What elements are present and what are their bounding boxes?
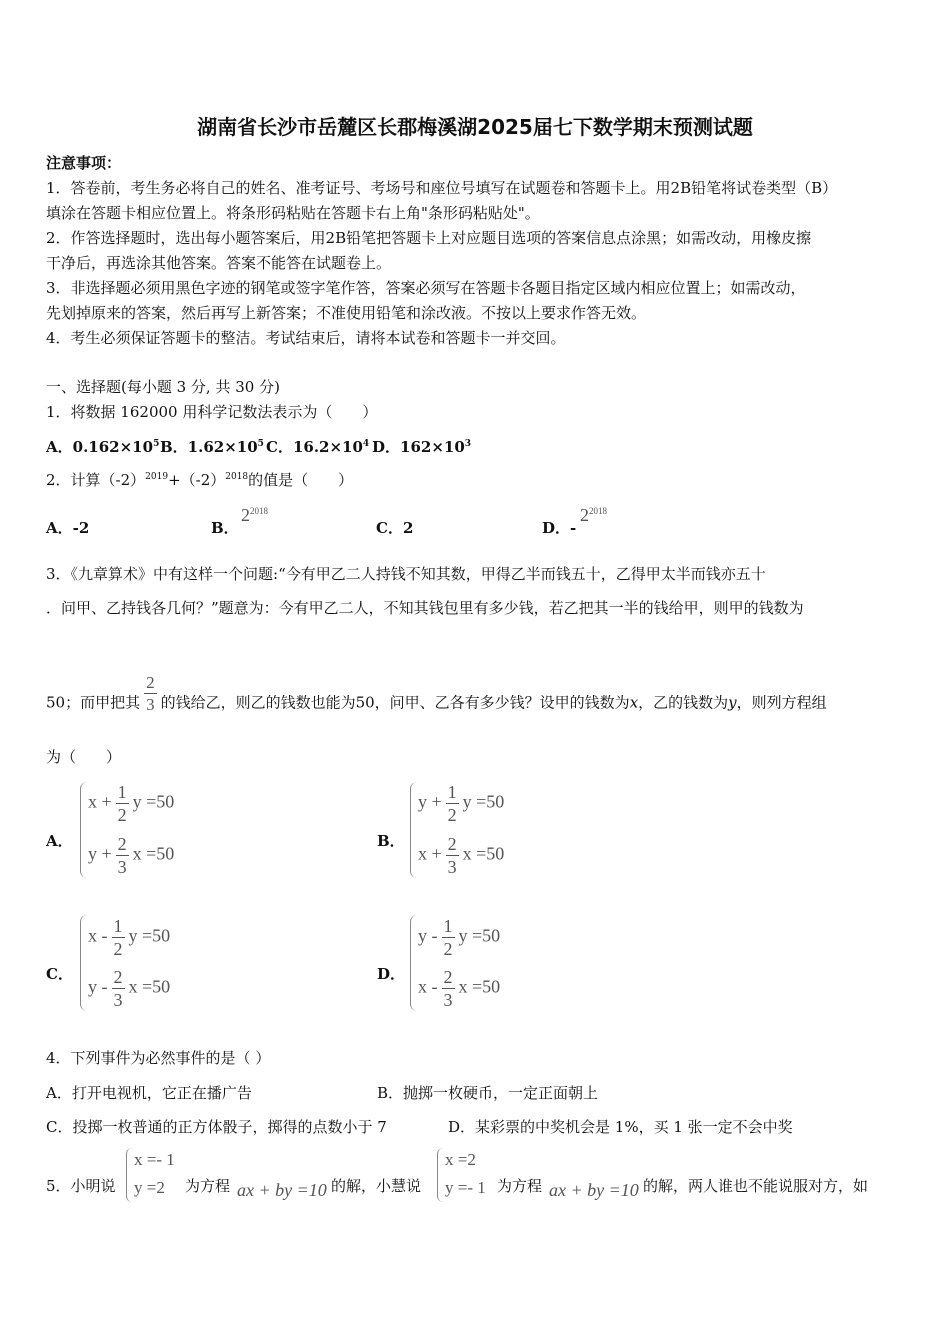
- q3-option-c-label: C．: [46, 965, 73, 983]
- q4-option-a: A．打开电视机，它正在播广告: [46, 1084, 252, 1102]
- fraction-two-thirds: $\frac{2}{3}$: [146, 673, 155, 714]
- notice-line: 填涂在答题卡相应位置上。将条形码粘贴在答题卡右上角"条形码粘贴处"。: [46, 204, 540, 222]
- solution-y: y =2: [134, 1178, 165, 1197]
- brace: [410, 782, 417, 878]
- q1-option-c: C．$16.2\times 10^4$: [266, 438, 370, 456]
- notice-line: 2．作答选择题时，选出每小题答案后，用2B铅笔把答题卡上对应题目选项的答案信息点涂黑；如需改动，用橡皮擦: [46, 229, 812, 247]
- q2-option-a: A．-2: [46, 519, 90, 537]
- notice-line: 1．答卷前，考生务必将自己的姓名、准考证号、考场号和座位号填写在试题卷和答题卡上。用2B铅笔将试卷类型（B）: [46, 179, 838, 197]
- q4-option-c: C．投掷一枚普通的正方体骰子，掷得的点数小于 7: [46, 1118, 387, 1136]
- q3-option-a-label: A．: [46, 832, 73, 850]
- page-title: 湖南省长沙市岳麓区长郡梅溪湖2025届七下数学期末预测试题: [197, 115, 753, 139]
- q1-option-d: D．$162\times 10^3$: [372, 438, 472, 456]
- q3-option-d-label: D．: [377, 965, 406, 983]
- q3-line: 50；而甲把其 $\frac{2}{3}$ 的钱给乙，则乙的钱数也能为50，问甲、乙各有多少钱？设甲的钱数为x，乙的钱数为y，则列方程组: [46, 673, 827, 714]
- q5-text: 为方程: [497, 1177, 543, 1195]
- q5-text: 为方程: [185, 1177, 231, 1195]
- q1-option-a: A．$0.162\times 10^5$: [46, 438, 160, 456]
- equation: x + $\frac{2}{3}$ x =50: [418, 834, 505, 877]
- brace: [80, 782, 87, 878]
- solution-x: x =- 1: [134, 1150, 175, 1169]
- brace: [410, 915, 417, 1011]
- solution-x: x =2: [445, 1150, 476, 1169]
- q3-line: 为（ ）: [46, 748, 122, 766]
- q3-line: 3．《九章算术》中有这样一个问题:“今有甲乙二人持钱不知其数，甲得乙半而钱五十，乙得甲太半而钱亦五十: [46, 565, 766, 583]
- q4-stem: 4．下列事件为必然事件的是（ ）: [46, 1049, 271, 1067]
- q2-option-d-label: D．-: [542, 519, 577, 537]
- q5-text: 的解，小慧说: [331, 1177, 422, 1195]
- solution-y: y =- 1: [445, 1178, 486, 1197]
- brace: [437, 1148, 443, 1202]
- equation: y - $\frac{1}{2}$ y =50: [418, 916, 501, 959]
- equation: x + $\frac{1}{2}$ y =50: [88, 782, 175, 825]
- equation: ax + by =10: [549, 1180, 639, 1200]
- q2-option-b-value: $2^{2018}$: [241, 505, 268, 525]
- q2-option-b-label: B．: [211, 519, 239, 537]
- q4-option-d: D．某彩票的中奖机会是 1%，买 1 张一定不会中奖: [448, 1118, 793, 1136]
- q2-stem: 2．计算$(-2)^{2019}+(-2)^{2018}$的值是（ ）: [46, 471, 354, 489]
- notice-line: 3．非选择题必须用黑色字迹的钢笔或签字笔作答，答案必须写在答题卡各题目指定区域内相应位置上；如需改动，: [46, 279, 806, 297]
- brace: [80, 915, 87, 1011]
- q2-option-c: C．2: [376, 519, 414, 537]
- section-heading: 一、选择题(每小题 3 分, 共 30 分): [46, 378, 280, 396]
- equation: y - $\frac{2}{3}$ x =50: [88, 967, 171, 1010]
- q3-line: ．问甲、乙持钱各几何？”题意为：今有甲乙二人，不知其钱包里有多少钱，若乙把其一半的钱给甲，则甲的钱数为: [46, 599, 804, 617]
- q5-text: 5．小明说: [46, 1177, 116, 1195]
- notice-line: 4．考生必须保证答题卡的整洁。考试结束后，请将本试卷和答题卡一并交回。: [46, 329, 566, 347]
- equation: x - $\frac{2}{3}$ x =50: [418, 967, 501, 1010]
- equation: ax + by =10: [237, 1180, 327, 1200]
- equation: x - $\frac{1}{2}$ y =50: [88, 916, 171, 959]
- notice-line: 先划掉原来的答案，然后再写上新答案；不准使用铅笔和涂改液。不按以上要求作答无效。: [46, 304, 647, 322]
- q2-option-d-value: $2^{2018}$: [580, 505, 607, 525]
- q4-option-b: B．抛掷一枚硬币，一定正面朝上: [377, 1084, 599, 1102]
- equation: y + $\frac{1}{2}$ y =50: [418, 782, 505, 825]
- q5-text: 的解，两人谁也不能说服对方，如: [643, 1177, 869, 1195]
- q3-option-b-label: B．: [377, 832, 405, 850]
- q1-option-b: B．$1.62\times 10^5$: [160, 438, 264, 456]
- brace: [126, 1148, 132, 1202]
- notice-line: 干净后，再选涂其他答案。答案不能答在试题卷上。: [46, 254, 392, 272]
- q1-stem: 1．将数据 162000 用科学记数法表示为（ ）: [46, 403, 378, 421]
- notice-heading: 注意事项：: [46, 154, 122, 172]
- equation: y + $\frac{2}{3}$ x =50: [88, 834, 175, 877]
